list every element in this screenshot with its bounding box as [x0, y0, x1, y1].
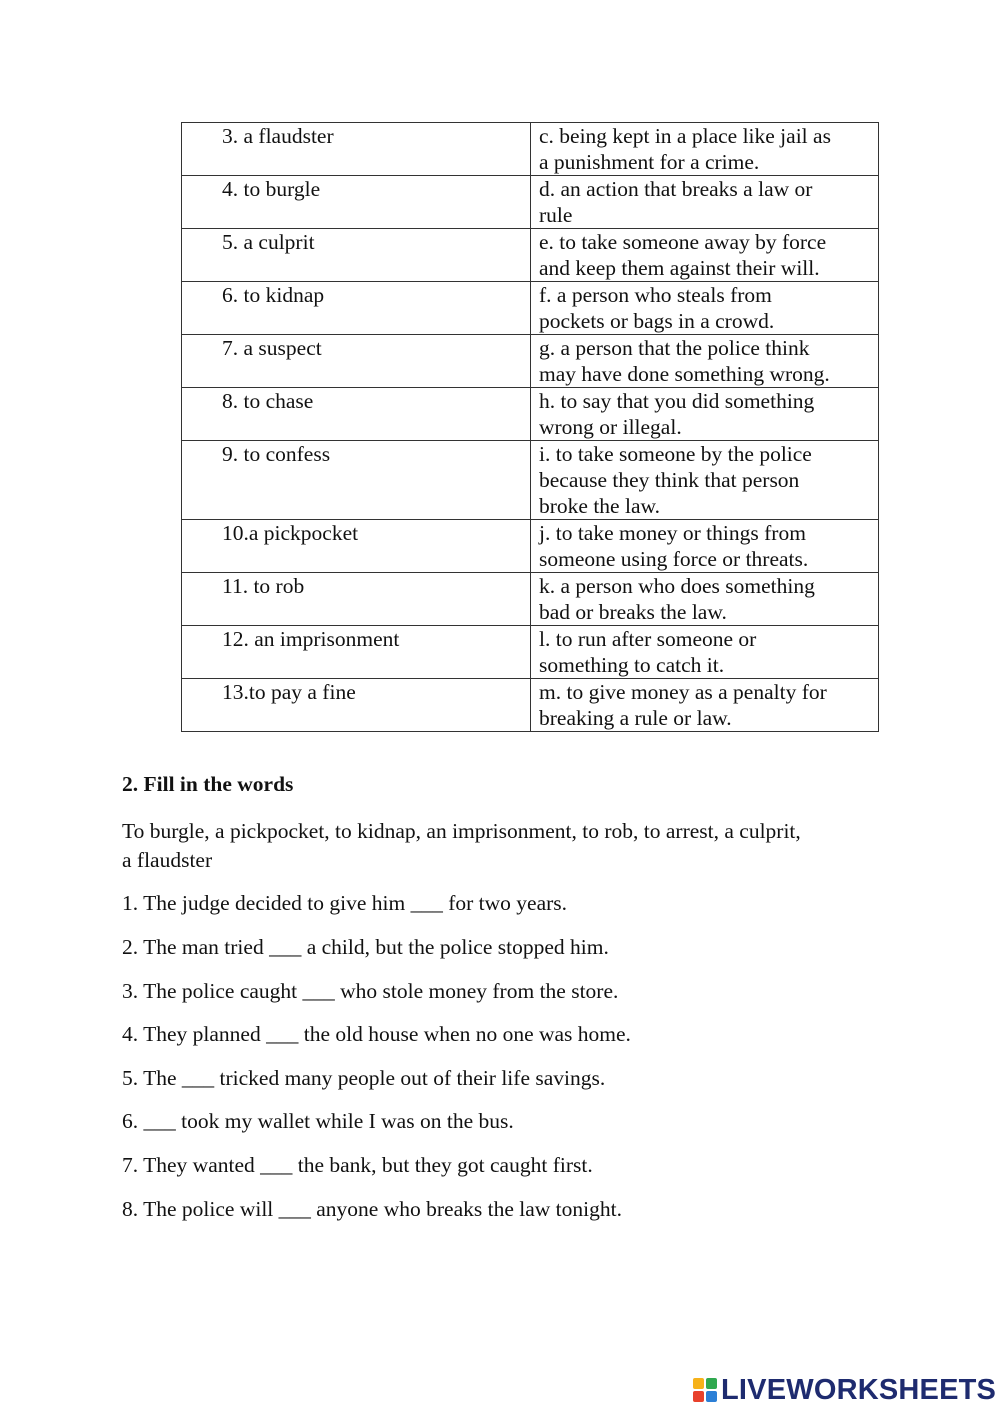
definition-line: g. a person that the police think: [539, 336, 810, 360]
logo-square: [693, 1391, 704, 1402]
logo-square: [706, 1391, 717, 1402]
definition-cell: [531, 176, 879, 229]
definition-line: someone using force or threats.: [539, 547, 809, 571]
sentence-3: 3. The police caught ___ who stole money from the store.: [122, 979, 619, 1003]
term-cell: 3. a flaudster: [182, 123, 531, 176]
term-cell: 5. a culprit: [182, 229, 531, 282]
section-heading: 2. Fill in the words: [122, 772, 294, 796]
definition-cell: [531, 123, 879, 176]
term-cell: 9. to confess: [182, 441, 531, 520]
definition-cell: [531, 229, 879, 282]
definition-line: breaking a rule or law.: [539, 706, 732, 730]
term-cell: 6. to kidnap: [182, 282, 531, 335]
table-row: [182, 123, 879, 176]
term-cell: 13.to pay a fine: [182, 679, 531, 732]
definition-line: i. to take someone by the police: [539, 442, 812, 466]
sentence-7: 7. They wanted ___ the bank, but they got caught first.: [122, 1153, 593, 1177]
term-cell: 11. to rob: [182, 573, 531, 626]
definition-cell: [531, 388, 879, 441]
word-bank: [122, 817, 882, 875]
definition-cell: [531, 335, 879, 388]
table-row: [182, 388, 879, 441]
definition-cell: [531, 626, 879, 679]
definition-line: k. a person who does something: [539, 574, 815, 598]
definition-line: m. to give money as a penalty for: [539, 680, 827, 704]
logo-text: LIVEWORKSHEETS: [721, 1373, 997, 1406]
table-row: [182, 573, 879, 626]
definition-line: e. to take someone away by force: [539, 230, 827, 254]
sentence-1: 1. The judge decided to give him ___ for two years.: [122, 891, 568, 915]
definition-line: rule: [539, 203, 573, 227]
definition-line: bad or breaks the law.: [539, 600, 727, 624]
vocabulary-matching-table: [181, 122, 879, 732]
table-row: [182, 229, 879, 282]
table-row: [182, 626, 879, 679]
term-cell: 4. to burgle: [182, 176, 531, 229]
definition-line: h. to say that you did something: [539, 389, 815, 413]
table-row: [182, 176, 879, 229]
definition-cell: [531, 520, 879, 573]
sentence-5: 5. The ___ tricked many people out of their life savings.: [122, 1066, 606, 1090]
table-row: [182, 282, 879, 335]
liveworksheets-logo: [693, 1375, 996, 1405]
table-row: [182, 335, 879, 388]
table-row: [182, 520, 879, 573]
definition-line: j. to take money or things from: [539, 521, 806, 545]
definition-line: because they think that person: [539, 468, 800, 492]
definition-line: a punishment for a crime.: [539, 150, 760, 174]
term-cell: 7. a suspect: [182, 335, 531, 388]
logo-mark-icon: [693, 1378, 717, 1402]
sentence-8: 8. The police will ___ anyone who breaks the law tonight.: [122, 1197, 622, 1221]
definition-line: something to catch it.: [539, 653, 725, 677]
definition-line: broke the law.: [539, 494, 660, 518]
word-bank-line: a flaudster: [122, 848, 213, 872]
vocabulary-table-body: [182, 123, 879, 732]
definition-cell: [531, 282, 879, 335]
definition-line: c. being kept in a place like jail as: [539, 124, 831, 148]
sentence-6: 6. ___ took my wallet while I was on the bus.: [122, 1109, 514, 1133]
term-cell: 8. to chase: [182, 388, 531, 441]
definition-line: may have done something wrong.: [539, 362, 830, 386]
definition-line: and keep them against their will.: [539, 256, 820, 280]
definition-line: l. to run after someone or: [539, 627, 757, 651]
sentence-2: 2. The man tried ___ a child, but the police stopped him.: [122, 935, 609, 959]
definition-line: d. an action that breaks a law or: [539, 177, 813, 201]
definition-line: f. a person who steals from: [539, 283, 772, 307]
term-cell: 10.a pickpocket: [182, 520, 531, 573]
table-row: [182, 679, 879, 732]
definition-cell: [531, 573, 879, 626]
term-cell: 12. an imprisonment: [182, 626, 531, 679]
definition-cell: [531, 441, 879, 520]
sentence-4: 4. They planned ___ the old house when no one was home.: [122, 1022, 631, 1046]
logo-square: [693, 1378, 704, 1389]
word-bank-line: To burgle, a pickpocket, to kidnap, an imprisonment, to rob, to arrest, a culprit,: [122, 819, 801, 843]
logo-square: [706, 1378, 717, 1389]
table-row: [182, 441, 879, 520]
definition-line: wrong or illegal.: [539, 415, 682, 439]
definition-line: pockets or bags in a crowd.: [539, 309, 775, 333]
definition-cell: [531, 679, 879, 732]
